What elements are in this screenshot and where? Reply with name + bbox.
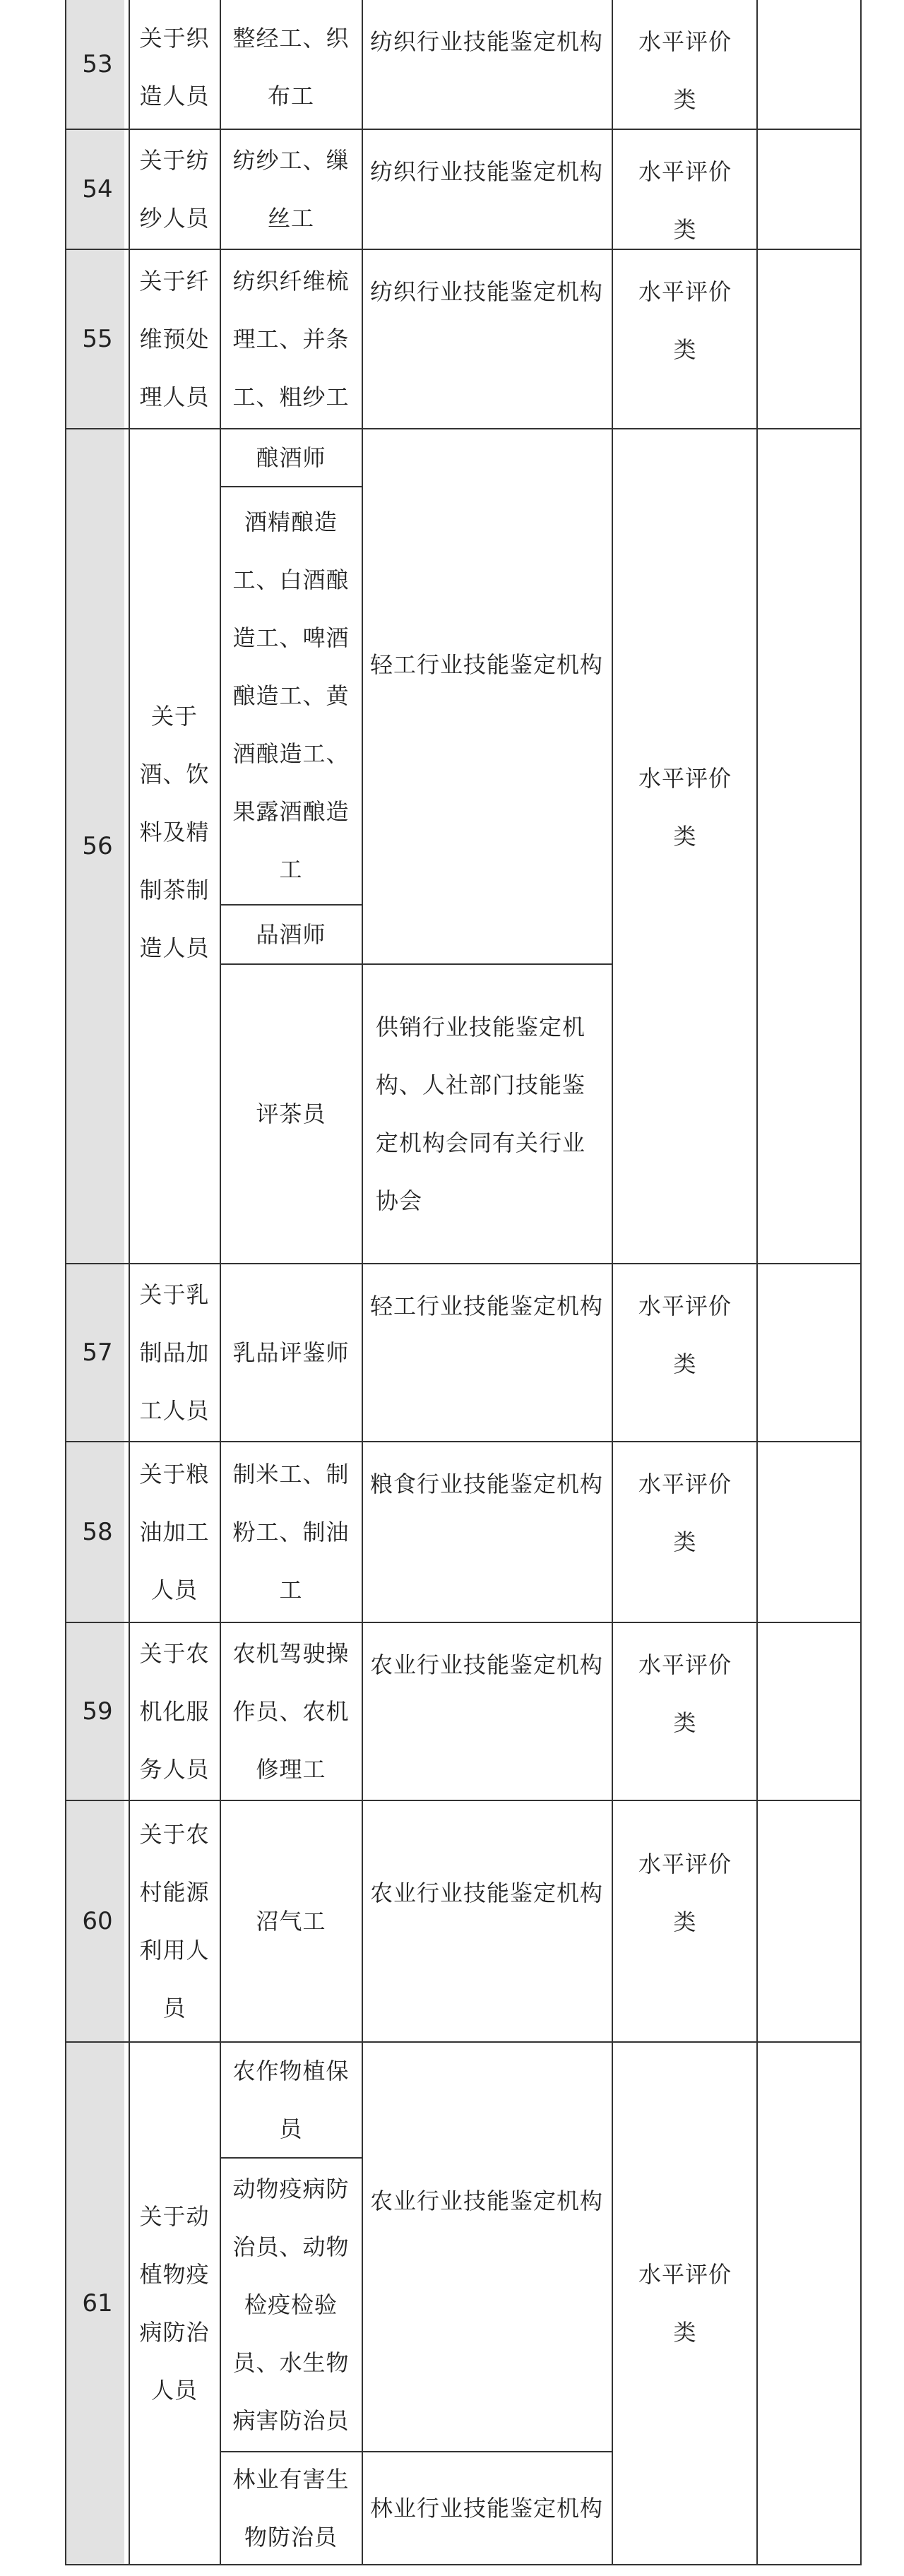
occupation-cell: 沼气工 bbox=[256, 1908, 326, 1935]
grid-line bbox=[129, 0, 130, 2565]
category-cell: 关于乳制品加工人员 bbox=[139, 1281, 210, 1424]
occupation-cell: 农作物植保员 bbox=[232, 2058, 350, 2142]
row-number: 55 bbox=[82, 325, 113, 353]
agency-cell: 农业行业技能鉴定机构 bbox=[369, 1880, 603, 1906]
category-cell: 关于纤维预处理人员 bbox=[139, 268, 210, 410]
row-number: 58 bbox=[82, 1518, 113, 1546]
agency-cell: 农业行业技能鉴定机构 bbox=[369, 2188, 603, 2214]
type-cell: 水平评价类 bbox=[638, 765, 732, 850]
type-cell: 水平评价类 bbox=[638, 1293, 732, 1377]
occupation-cell: 品酒师 bbox=[256, 921, 326, 948]
category-cell: 关于纺纱人员 bbox=[139, 147, 210, 232]
occupation-cell: 农机驾驶操作员、农机修理工 bbox=[232, 1640, 350, 1783]
occupation-cell: 纺纱工、缫丝工 bbox=[232, 147, 350, 232]
agency-cell: 林业行业技能鉴定机构 bbox=[369, 2495, 603, 2522]
agency-cell: 轻工行业技能鉴定机构 bbox=[369, 651, 603, 678]
row-number: 59 bbox=[82, 1697, 113, 1726]
type-cell: 水平评价类 bbox=[638, 278, 732, 363]
row-number: 56 bbox=[82, 832, 113, 860]
agency-cell: 纺织行业技能鉴定机构 bbox=[369, 158, 603, 185]
agency-cell: 轻工行业技能鉴定机构 bbox=[369, 1293, 603, 1319]
row-number: 54 bbox=[82, 175, 113, 203]
agency-cell: 供销行业技能鉴定机构、人社部门技能鉴定机构会同有关行业协会 bbox=[376, 1014, 586, 1214]
occupation-cell: 评茶员 bbox=[256, 1100, 326, 1127]
grid-line bbox=[612, 0, 613, 2565]
category-cell: 关于农村能源利用人员 bbox=[139, 1821, 210, 2022]
occupation-cell: 乳品评鉴师 bbox=[232, 1339, 350, 1366]
occupation-cell: 林业有害生物防治员 bbox=[232, 2466, 350, 2551]
occupation-cell: 酿酒师 bbox=[256, 444, 326, 471]
category-cell: 关于粮油加工人员 bbox=[139, 1461, 210, 1603]
grid-line bbox=[220, 0, 221, 2565]
occupation-cell: 动物疫病防治员、动物检疫检验员、水生物病害防治员 bbox=[232, 2176, 350, 2434]
agency-cell: 粮食行业技能鉴定机构 bbox=[369, 1471, 603, 1497]
occupation-cell: 纺织纤维梳理工、并条工、粗纱工 bbox=[232, 268, 350, 410]
category-cell: 关于农机化服务人员 bbox=[139, 1640, 210, 1783]
row-number: 53 bbox=[82, 50, 113, 78]
category-cell: 关于织造人员 bbox=[139, 25, 210, 109]
agency-cell: 农业行业技能鉴定机构 bbox=[369, 1651, 603, 1678]
type-cell: 水平评价类 bbox=[638, 1471, 732, 1555]
category-cell: 关于动植物疫病防治人员 bbox=[139, 2203, 210, 2404]
grid-line bbox=[362, 0, 363, 2565]
grid-line bbox=[860, 0, 862, 2565]
type-cell: 水平评价类 bbox=[638, 1851, 732, 1935]
type-cell: 水平评价类 bbox=[638, 28, 732, 113]
agency-cell: 纺织行业技能鉴定机构 bbox=[369, 278, 603, 305]
agency-cell: 纺织行业技能鉴定机构 bbox=[369, 28, 603, 55]
occupation-cell: 制米工、制粉工、制油工 bbox=[232, 1461, 350, 1603]
row-number: 60 bbox=[82, 1907, 113, 1935]
occupation-cell: 酒精酿造工、白酒酿造工、啤酒酿造工、黄酒酿造工、果露酒酿造工 bbox=[232, 509, 350, 883]
type-cell: 水平评价类 bbox=[638, 1651, 732, 1736]
row-number: 57 bbox=[82, 1339, 113, 1367]
row-divider bbox=[65, 2564, 862, 2565]
category-cell: 关于酒、饮料及精制茶制造人员 bbox=[139, 703, 210, 961]
row-number: 61 bbox=[82, 2289, 113, 2317]
grid-line bbox=[756, 0, 758, 2565]
type-cell: 水平评价类 bbox=[638, 2261, 732, 2346]
type-cell: 水平评价类 bbox=[638, 158, 732, 243]
occupation-cell: 整经工、织布工 bbox=[232, 25, 350, 109]
